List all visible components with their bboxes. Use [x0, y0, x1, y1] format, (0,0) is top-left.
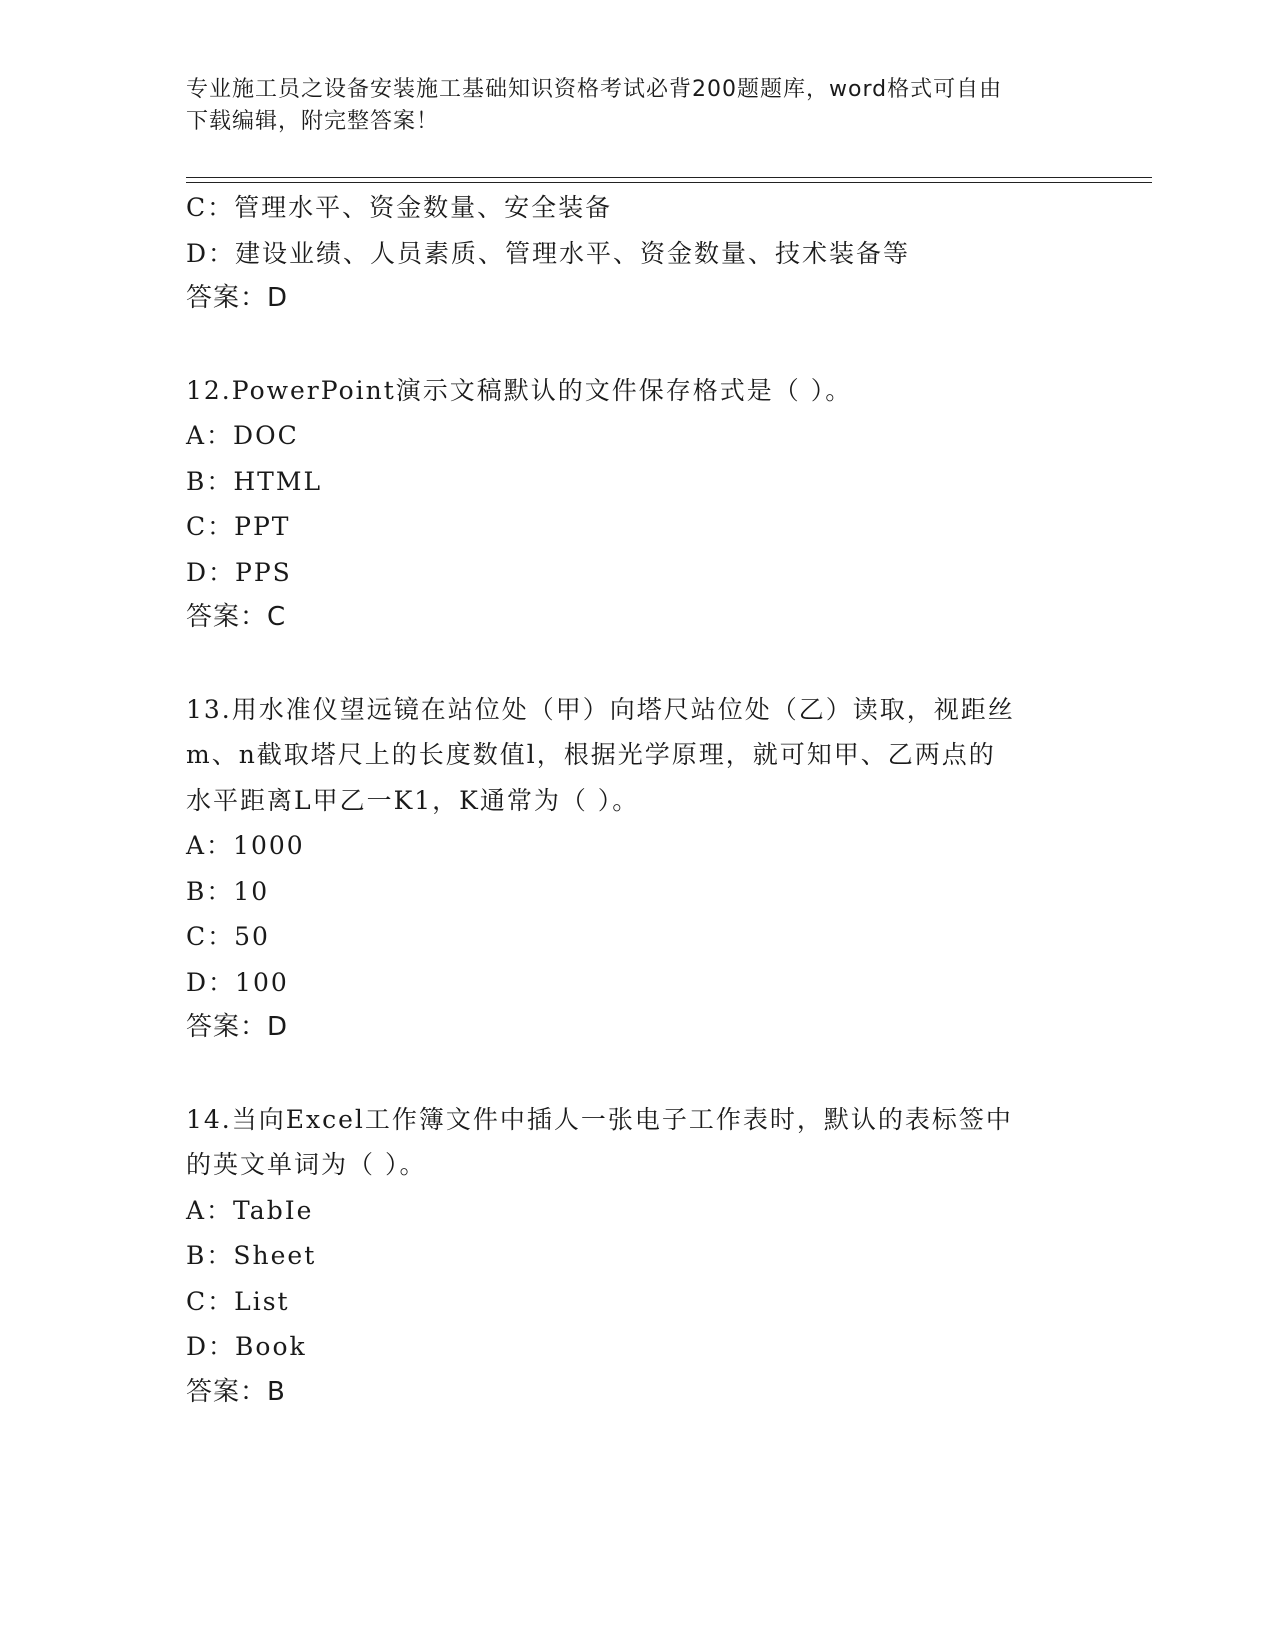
option-b: B：HTML	[186, 466, 323, 496]
answer: 答案：C	[186, 602, 287, 632]
question-stem-line-1: 14.当向Excel工作簿文件中插人一张电子工作表时，默认的表标签中	[186, 1104, 1013, 1134]
question-stem-line-3: 水平距离L甲乙一K1，K通常为（ ）。	[186, 785, 640, 815]
question-stem-line-1: 13.用水准仪望远镜在站位处（甲）向塔尺站位处（乙）读取，视距丝	[186, 694, 1015, 724]
option-b: B：Sheet	[186, 1241, 317, 1270]
option-c: C：List	[186, 1286, 290, 1316]
header-line-1: 专业施工员之设备安装施工基础知识资格考试必背200题题库，word格式可自由	[186, 77, 1003, 102]
option-c: C：PPT	[186, 512, 291, 541]
question-gap	[186, 641, 1086, 687]
answer: 答案：B	[186, 1376, 286, 1407]
header-line-2: 下载编辑，附完整答案！	[186, 109, 440, 134]
header-rule-top	[186, 177, 1152, 178]
question-stem-line-2: 的英文单词为（ ）。	[186, 1150, 427, 1179]
question-11-tail	[186, 185, 1086, 322]
question-stem: 12.PowerPoint演示文稿默认的文件保存格式是（ ）。	[186, 375, 853, 405]
question-list	[186, 185, 1086, 1415]
option-c: C：50	[186, 922, 270, 951]
option-d: D：Book	[186, 1332, 307, 1361]
answer: 答案：D	[186, 283, 289, 313]
document-header	[186, 74, 1086, 138]
option-a: A：TabIe	[186, 1195, 314, 1225]
option-b: B：10	[186, 876, 270, 906]
answer: 答案：D	[186, 1012, 289, 1042]
option-d: D：建设业绩、人员素质、管理水平、资金数量、技术装备等	[186, 238, 911, 268]
option-d: D：100	[186, 967, 289, 997]
option-a: A：DOC	[186, 421, 299, 450]
option-c: C：管理水平、资金数量、安全装备	[186, 193, 613, 222]
option-a: A：1000	[186, 831, 305, 860]
question-gap	[186, 1051, 1086, 1097]
question-14	[186, 1097, 1086, 1416]
question-12	[186, 368, 1086, 641]
question-13	[186, 687, 1086, 1051]
option-d: D：PPS	[186, 557, 292, 587]
question-gap	[186, 322, 1086, 368]
question-stem-line-2: m、n截取塔尺上的长度数值l，根据光学原理，就可知甲、乙两点的	[186, 740, 996, 769]
header-rule-bottom	[186, 182, 1152, 183]
